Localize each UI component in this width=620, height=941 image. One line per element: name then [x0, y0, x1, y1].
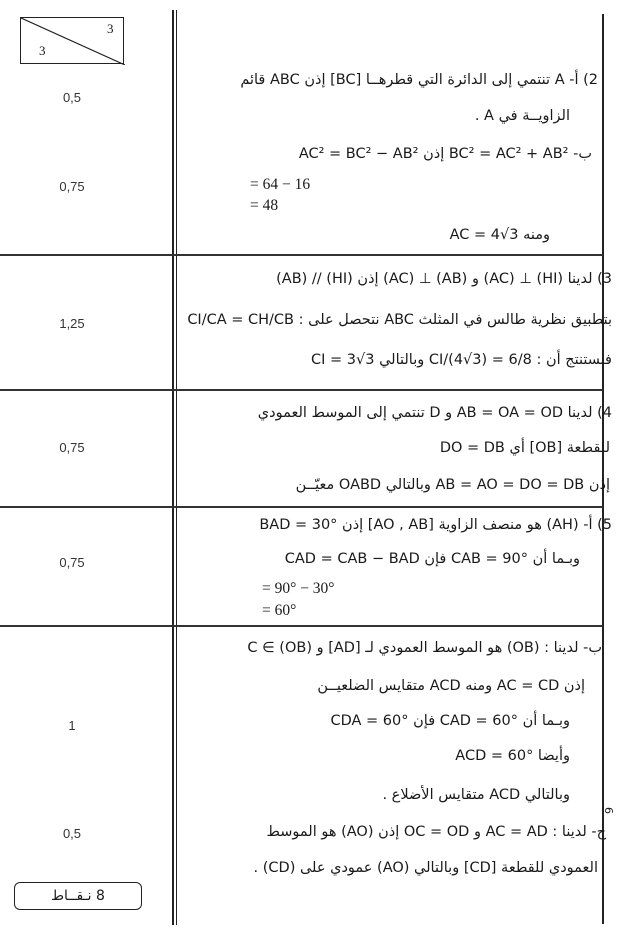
row-separator	[0, 389, 603, 391]
column-divider	[172, 10, 174, 925]
q4-line3: إذن AB = AO = DO = DB وبالتالي OABD معيّــن	[295, 477, 610, 493]
q5b-line1: ب- لدينا : (OB) هو الموسط العمودي لـ [AD] و C ∈ (OB)	[247, 640, 602, 656]
corner-bottom-value: 3	[39, 43, 46, 58]
score-q3: 1,25	[59, 316, 85, 331]
q3-line2: بتطبيق نظرية طالس في المثلث ABC نتحصل على : CI/CA = CH/CB	[187, 312, 612, 328]
q2a-line1: 2) أ- A تنتمي إلى الدائرة التي قطرهــا [BC] إذن ABC قائم	[240, 72, 598, 88]
row-separator	[0, 254, 603, 256]
score-q5c: 0,5	[62, 826, 82, 841]
q5c-line2: العمودي للقطعة [CD] وبالتالي (AO) عمودي على (CD) .	[253, 860, 598, 876]
q3-line3: فنستنتج أن : CI/(4√3) = 6/8 وبالتالي CI = 3√3	[311, 352, 612, 368]
total-points-box: 8 نـقــاط	[14, 882, 142, 910]
q2b-line2: = 64 − 16	[250, 176, 311, 193]
q2a-line2: الزاويــة في A .	[474, 108, 570, 124]
q4-line2: للقطعة [OB] أي DO = DB	[439, 440, 610, 456]
corner-score-box	[20, 17, 124, 64]
score-q2b: 0,75	[59, 179, 85, 194]
score-q2a: 0,5	[62, 90, 82, 105]
q5a-line3: = 90° − 30°	[262, 580, 335, 597]
q3-line1: 3) لدينا (HI) ⊥ (AC) و (AB) ⊥ (AC) إذن (HI) // (AB)	[276, 271, 612, 287]
score-q4: 0,75	[59, 440, 85, 455]
q5a-line4: = 60°	[262, 602, 297, 619]
row-separator	[0, 506, 603, 508]
q5b-line5: وبالتالي ACD متقايس الأضلاع .	[382, 787, 570, 803]
q2b-line1: ب- BC² = AC² + AB² إذن AC² = BC² − AB²	[298, 146, 592, 162]
q4-line1: 4) لدينا AB = OA = OD و D تنتمي إلى الموسط العمودي	[257, 405, 612, 421]
q2b-line3: = 48	[250, 197, 279, 214]
q5b-line2: إذن AC = CD ومنه ACD متقايس الضلعيــن	[317, 678, 585, 694]
q5b-line3: وبـما أن CAD = 60° فإن CDA = 60°	[330, 713, 570, 729]
q5b-line4: وأيضا ACD = 60°	[455, 748, 570, 764]
score-q5a: 0,75	[59, 555, 85, 570]
q5a-line1: 5) أ- (AH) هو منصف الزاوية [AO , AB] إذن BAD = 30°	[259, 517, 612, 533]
column-divider-inner	[176, 10, 177, 925]
right-border	[602, 14, 604, 924]
q5a-line2: وبـما أن CAB = 90° فإن CAD = CAB − BAD	[284, 551, 580, 567]
score-q5b: 1	[68, 718, 76, 733]
q2b-line4: ومنه AC = 4√3	[449, 227, 550, 243]
q5c-line1: ج- لدينا : AC = AD و OC = OD إذن (AO) هو الموسط	[266, 824, 606, 840]
corner-top-value: 3	[107, 21, 114, 36]
page-number: 6	[602, 807, 615, 814]
row-separator	[0, 625, 603, 627]
